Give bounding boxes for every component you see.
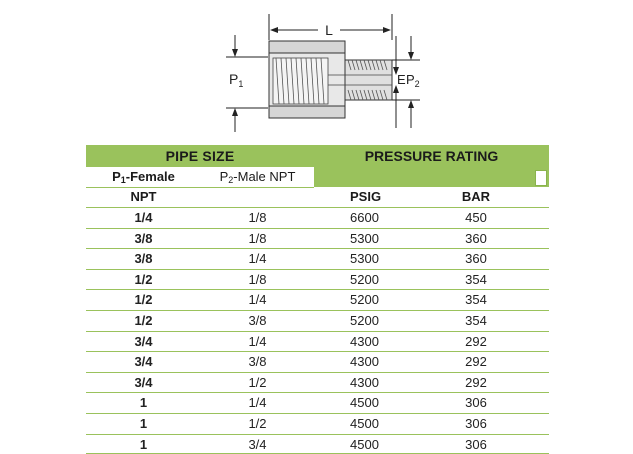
- psig-cell: 5300: [350, 251, 379, 267]
- psig-cell: 5300: [350, 230, 379, 246]
- p1-cell: 1/2: [134, 292, 153, 308]
- p1-female-header: P1-Female: [112, 169, 175, 185]
- p1-cell: 1/2: [134, 271, 153, 287]
- bar-cell: 354: [465, 292, 487, 308]
- pressure-rating-header: PRESSURE RATING: [364, 148, 499, 164]
- table-row: [86, 392, 549, 413]
- p2-arrow-top: [408, 52, 414, 60]
- p2-cell: 1/4: [248, 292, 267, 308]
- p1-cell: 3/4: [134, 374, 153, 390]
- psig-cell: 5200: [350, 312, 379, 328]
- length-arrow-left: [270, 27, 278, 33]
- p1-cell: 1: [139, 436, 148, 452]
- table-row: [86, 351, 549, 372]
- psig-cell: 4500: [350, 395, 379, 411]
- p2-label: $P_2$: [406, 72, 420, 89]
- p1-cell: 3/4: [134, 333, 153, 349]
- p2-cell: 1/8: [248, 230, 267, 246]
- bar-cell: 306: [465, 436, 487, 452]
- psig-cell: 5200: [350, 271, 379, 287]
- hex-bottom-flat: [269, 106, 345, 118]
- pressure-rating-band: [314, 167, 549, 187]
- table-row: [86, 248, 549, 269]
- p2-male-header: P2-Male NPT: [219, 169, 296, 185]
- header-box: [535, 170, 547, 186]
- psig-cell: 4500: [350, 415, 379, 431]
- p2-cell: 3/4: [248, 436, 267, 452]
- table-row: [86, 228, 549, 249]
- table-row: [86, 289, 549, 310]
- psig-cell: 4300: [350, 354, 379, 370]
- length-arrow-right: [383, 27, 391, 33]
- e-label: E: [397, 72, 406, 87]
- p2-cell: 1/2: [248, 374, 267, 390]
- p2-cell: 1/4: [248, 395, 267, 411]
- p1-npt-header: NPT: [130, 189, 157, 204]
- table-row: [86, 310, 549, 331]
- p1-label: $P_1$: [229, 71, 244, 89]
- p2-cell: 3/8: [248, 354, 267, 370]
- bar-cell: 306: [465, 415, 487, 431]
- length-label: L: [325, 22, 333, 38]
- table-row: [86, 269, 549, 290]
- psig-cell: 4300: [350, 333, 379, 349]
- column-header-row-1: [86, 167, 314, 188]
- bar-cell: 292: [465, 354, 487, 370]
- p1-cell: 3/4: [134, 354, 153, 370]
- psig-cell: 6600: [350, 210, 379, 225]
- fitting-drawing: [0, 0, 633, 145]
- table-row: [86, 434, 549, 454]
- table-row: [86, 413, 549, 434]
- pipe-size-header: PIPE SIZE: [165, 148, 235, 164]
- bar-header: BAR: [461, 189, 491, 204]
- table-row: [86, 207, 549, 228]
- p1-cell: 1: [139, 415, 148, 431]
- p2-cell: 1/4: [248, 333, 267, 349]
- p2-cell: 3/8: [248, 312, 267, 328]
- psig-header: PSIG: [350, 189, 382, 204]
- psig-cell: 4500: [350, 436, 379, 452]
- bar-cell: 292: [465, 374, 487, 390]
- hex-top-flat: [269, 41, 345, 53]
- psig-cell: 4300: [350, 374, 379, 390]
- p1-arrow-bottom: [232, 108, 238, 116]
- p1-arrow-top: [232, 49, 238, 57]
- table-body: [86, 207, 549, 454]
- p1-cell: 3/8: [134, 230, 153, 246]
- bar-cell: 360: [465, 251, 487, 267]
- bar-cell: 306: [465, 395, 487, 411]
- p1-cell: 1/2: [134, 312, 153, 328]
- table-row: [86, 331, 549, 352]
- bar-cell: 354: [465, 271, 487, 287]
- p2-cell: 1/2: [248, 415, 267, 431]
- p2-cell: 1/4: [248, 251, 267, 267]
- bar-cell: 450: [465, 210, 487, 225]
- bar-cell: 354: [465, 312, 487, 328]
- p2-cell: 1/8: [248, 271, 267, 287]
- p2-arrow-bottom: [408, 100, 414, 108]
- bar-cell: 292: [465, 333, 487, 349]
- p2-cell: 1/8: [248, 210, 267, 225]
- column-header-row-2: [86, 187, 549, 207]
- p1-cell: 3/8: [134, 251, 153, 267]
- table-group-header: [86, 145, 549, 167]
- p1-cell: 1: [139, 395, 148, 411]
- psig-cell: 5200: [350, 292, 379, 308]
- table-row: [86, 372, 549, 393]
- p1-cell: 1/4: [134, 210, 153, 225]
- bar-cell: 360: [465, 230, 487, 246]
